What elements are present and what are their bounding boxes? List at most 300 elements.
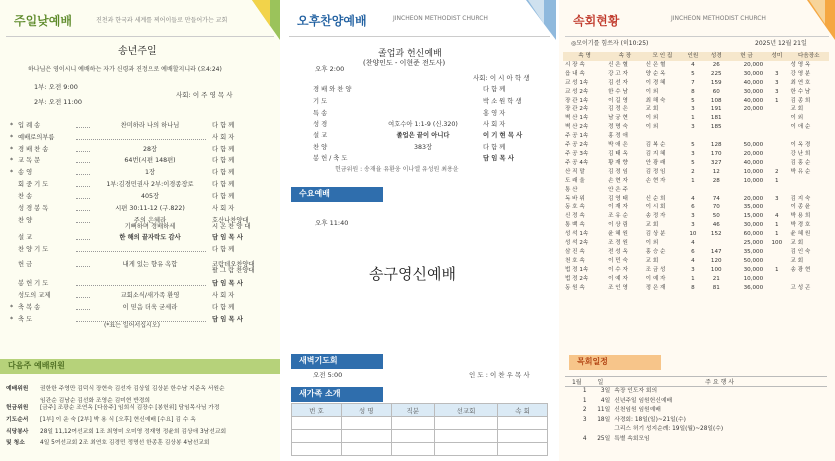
afternoon-header bbox=[283, 0, 556, 40]
person-line: 다 함 께 bbox=[212, 193, 235, 200]
worship-item: 찬 송 bbox=[18, 193, 33, 200]
sunday-title: 주일낮예배 bbox=[14, 14, 72, 28]
worship-item: 설 교 bbox=[18, 234, 33, 241]
worship-row bbox=[10, 218, 270, 231]
cell-value: 교 회 bbox=[645, 222, 659, 229]
newcomer-cell bbox=[341, 417, 391, 430]
afternoon-person: 다 함 께 bbox=[483, 144, 506, 151]
cell-value: 10,000 bbox=[743, 275, 764, 282]
cell-value: 신 은 혈 bbox=[608, 61, 628, 68]
cell-value: 강 영 분 bbox=[790, 70, 811, 77]
cell-value: 70 bbox=[712, 204, 720, 211]
cell-value: 김 지 혜 bbox=[645, 150, 666, 157]
worship-item: 찬 양 기 도 bbox=[18, 246, 49, 253]
cell-value: 12 bbox=[712, 168, 720, 175]
cell-value: 25,000 bbox=[743, 240, 764, 247]
cell-value: 동 원 속 bbox=[565, 284, 585, 291]
cell-value: 159 bbox=[710, 79, 722, 86]
cell-row bbox=[563, 150, 829, 159]
cell-value: 50 bbox=[712, 213, 720, 220]
cell-value: 이 민 숙 bbox=[608, 257, 628, 264]
cell-col-header: 다음장소 bbox=[789, 52, 829, 61]
person-line: 사 회 자 bbox=[212, 292, 235, 299]
cell-value: 10,000 bbox=[743, 168, 764, 175]
cell-value: 4 bbox=[775, 213, 779, 220]
monthly-event: 신년주일 임원헌신예배 bbox=[614, 397, 673, 404]
roster-line bbox=[6, 441, 276, 447]
cell-value: 독 바 위 bbox=[565, 195, 585, 202]
dawn-bar: 새벽기도회 bbox=[291, 354, 383, 369]
cell-value: 1 bbox=[775, 222, 779, 229]
roster-text: 권한한 주영만 김덕식 장현숙 김선자 김상일 김상분 한수남 지준옥 서원순 bbox=[40, 386, 225, 392]
cell-value: 조 정 원 bbox=[608, 240, 628, 247]
service-presider: 사회: 이 주 영 목 사 bbox=[176, 91, 233, 99]
cell-value: 26 bbox=[712, 61, 720, 68]
content-line: 내게 있는 향유 옥합 bbox=[122, 261, 178, 268]
newcomer-cell bbox=[292, 417, 342, 430]
newcomer-cell bbox=[292, 430, 342, 443]
cell-row bbox=[563, 61, 829, 70]
cell-value: 법 정 2속 bbox=[565, 275, 589, 282]
person-line: 사 회 자 bbox=[212, 205, 235, 212]
cell-value bbox=[765, 203, 788, 212]
cell-value: 최 연 호 bbox=[790, 79, 811, 86]
newcomer-row bbox=[292, 417, 548, 430]
cell-value: 60,000 bbox=[743, 231, 764, 238]
roster-text: 4일 5여선교회 2조 최연호 김경민 정명선 한종훈 김상봉 4남선교회 bbox=[40, 440, 210, 446]
dawn-leader: 인 도 : 이 찬 우 목 사 bbox=[469, 371, 530, 379]
cell-value bbox=[789, 177, 829, 186]
newcomer-cell bbox=[498, 430, 548, 443]
cell-value bbox=[765, 186, 788, 195]
cell-value: 정 은 재 bbox=[645, 284, 666, 291]
wednesday-main-service: 송구영신예배 bbox=[369, 265, 456, 283]
newcomer-table bbox=[291, 403, 548, 456]
worship-person bbox=[210, 158, 234, 164]
cell-value: 46 bbox=[712, 222, 720, 229]
cell-value: 30,000 bbox=[743, 70, 764, 77]
service-time-2: 2부: 오전 11:00 bbox=[34, 98, 83, 106]
cell-value: 이 시 회 bbox=[645, 204, 666, 211]
afternoon-item: 경 배 와 찬 양 bbox=[313, 86, 352, 93]
afternoon-content: 여호수아 1:1-9 (신.320) bbox=[388, 121, 458, 128]
monthly-bar: 목회일정 bbox=[569, 355, 661, 370]
cell-value bbox=[705, 186, 728, 195]
worship-item: 축 도 bbox=[18, 316, 33, 323]
cell-value: 김 인 숙 bbox=[790, 248, 811, 255]
leader-dots bbox=[76, 135, 206, 140]
cell-value: 김 선 자 bbox=[608, 79, 628, 86]
cell-value: 이 종 윤 bbox=[790, 204, 811, 211]
cell-value: 5 bbox=[691, 97, 695, 104]
standing-mark: * bbox=[10, 122, 14, 129]
cell-value: 이 외 bbox=[645, 88, 659, 95]
monthly-header: 주 요 행 사 bbox=[612, 377, 827, 387]
cell-value: 3 bbox=[691, 266, 695, 273]
newcomer-header: 속 회 bbox=[498, 404, 548, 417]
cell-value: 30,000 bbox=[743, 222, 764, 229]
cell-value: 주 공 1속 bbox=[565, 133, 589, 140]
roster-label: 및 청소 bbox=[6, 440, 25, 446]
person-line: 팔 그 람 찬양대 bbox=[212, 267, 255, 275]
worship-content bbox=[90, 194, 210, 200]
cell-value: 성 석 1속 bbox=[565, 231, 589, 238]
person-line: 다 함 께 bbox=[212, 304, 235, 311]
newcomer-cell bbox=[341, 443, 391, 456]
cell-value: 60 bbox=[712, 88, 720, 95]
cell-value: 4 bbox=[691, 195, 695, 202]
worship-content bbox=[90, 123, 210, 129]
newcomer-row bbox=[292, 430, 548, 443]
afternoon-item: 봉 헌 / 축 도 bbox=[313, 155, 348, 162]
worship-person bbox=[210, 262, 255, 275]
cell-value bbox=[644, 132, 682, 141]
cell-value: 박 유 순 bbox=[790, 168, 811, 175]
cell-value: 교 회 bbox=[645, 257, 659, 264]
afternoon-content: 졸업은 끝이 아니다 bbox=[396, 132, 450, 139]
standing-note: (*표는 일어서십시오) bbox=[104, 322, 160, 329]
cell-value: 5 bbox=[691, 70, 695, 77]
cell-value: 1 bbox=[775, 266, 779, 273]
afternoon-service-title: 졸업과 헌신예배 bbox=[378, 49, 442, 59]
cell-value: 김 정 은 bbox=[608, 106, 628, 113]
afternoon-presider: 사회: 이 시 아 학 생 bbox=[473, 74, 530, 82]
cell-value: 남 궁 현 bbox=[608, 115, 628, 122]
cell-row bbox=[563, 97, 829, 106]
newcomer-header: 번 호 bbox=[292, 404, 342, 417]
cell-value: 128 bbox=[710, 142, 722, 149]
newcomer-cell bbox=[498, 417, 548, 430]
afternoon-time: 오후 2:00 bbox=[315, 65, 345, 73]
cell-value: 고 성 곤 bbox=[790, 284, 811, 291]
cell-row bbox=[563, 114, 829, 123]
cell-value: 윤 혜 원 bbox=[608, 231, 628, 238]
cell-value: 6 bbox=[691, 204, 695, 211]
cell-value: 성 석 2속 bbox=[565, 240, 589, 247]
cell-value bbox=[705, 132, 728, 141]
worship-person bbox=[210, 305, 234, 311]
cell-value: 조 금 성 bbox=[645, 266, 666, 273]
service-time-1: 1부: 오전 9:00 bbox=[34, 83, 78, 91]
service-title: 송년주일 bbox=[118, 46, 157, 57]
cell-value: 20,000 bbox=[743, 195, 764, 202]
afternoon-item: 설 교 bbox=[313, 132, 328, 139]
cell-value bbox=[789, 275, 829, 284]
cell-value: 7 bbox=[691, 79, 695, 86]
cell-value bbox=[765, 275, 788, 284]
cell-value: 장 관 1속 bbox=[565, 97, 589, 104]
cell-value: 김 홍 순 bbox=[790, 159, 811, 166]
worship-person bbox=[210, 182, 234, 188]
cell-value: 1 bbox=[691, 115, 695, 122]
cell-value: 신 순 희 bbox=[645, 195, 666, 202]
monthly-day: 3 bbox=[582, 416, 587, 423]
content-line: 405장 bbox=[140, 193, 160, 200]
cell-value bbox=[681, 186, 704, 195]
monthly-row bbox=[565, 416, 827, 426]
cell-value: 147 bbox=[710, 248, 722, 255]
cell-value: 안 은 주 bbox=[608, 186, 628, 193]
cell-value: 이 외 bbox=[645, 124, 659, 131]
afternoon-row bbox=[313, 87, 548, 96]
cell-value: 이 애 순 bbox=[790, 124, 811, 131]
cell-value: 3 bbox=[775, 70, 779, 77]
worship-content bbox=[90, 305, 210, 311]
corner-decoration bbox=[809, 0, 825, 24]
standing-mark: * bbox=[10, 316, 14, 323]
cell-value: 1 bbox=[691, 177, 695, 184]
cell-col-header: 성미 bbox=[765, 52, 788, 61]
cell-value: 6 bbox=[691, 248, 695, 255]
monthly-event: 그리스 허기 성지순례: 19일(월)~28일(수) bbox=[614, 426, 724, 432]
cell-value: 327 bbox=[710, 159, 722, 166]
worship-item: 찬 양 bbox=[18, 217, 33, 224]
wednesday-time: 오후 11:40 bbox=[315, 219, 349, 227]
cell-value bbox=[765, 284, 788, 293]
afternoon-row bbox=[313, 156, 548, 165]
monthly-table bbox=[565, 376, 827, 444]
cell-value: 36,000 bbox=[743, 284, 764, 291]
cell-value: 15,000 bbox=[743, 213, 764, 220]
cell-date: 2025년 12월 21일 bbox=[755, 40, 807, 47]
person-line: 사 회 자 bbox=[212, 134, 235, 141]
cell-value: 교 회 bbox=[790, 240, 804, 247]
cell-row bbox=[563, 70, 829, 79]
monthly-header: 1월 bbox=[565, 377, 589, 387]
cell-table bbox=[563, 52, 829, 292]
person-line: 담 임 목 사 bbox=[212, 316, 243, 323]
afternoon-person: 담 임 목 사 bbox=[483, 155, 514, 162]
worship-content bbox=[90, 182, 210, 188]
cell-value: 이 예 자 bbox=[645, 275, 666, 282]
cell-value: 천 호 속 bbox=[565, 257, 585, 264]
cell-value bbox=[765, 132, 788, 141]
cell-value: 주 공 4속 bbox=[565, 159, 589, 166]
roster-line bbox=[6, 430, 276, 436]
monthly-row bbox=[565, 406, 827, 416]
content-line: 한 해의 끝자락도 감사 bbox=[119, 234, 181, 241]
cell-value: 185 bbox=[710, 124, 722, 131]
cell-value: 이 상 림 bbox=[608, 222, 628, 229]
cell-value: 181 bbox=[710, 115, 722, 122]
roster-text: [금주] 조광순 조연옥 [다음주] 임희식 김장수 [봉헌위] 담임목사님 가정 bbox=[40, 405, 220, 411]
cell-value: 152 bbox=[710, 231, 722, 238]
afternoon-item: 기 도 bbox=[313, 98, 328, 105]
standing-mark: * bbox=[10, 134, 14, 141]
roster-line bbox=[6, 406, 276, 412]
worship-item: 예배로의부름 bbox=[18, 134, 55, 141]
cell-value: 통 백 속 bbox=[565, 222, 585, 229]
afternoon-person: 홍 영 자 bbox=[483, 110, 506, 117]
monthly-row bbox=[565, 425, 827, 435]
cell-value: 교 성 2속 bbox=[565, 88, 589, 95]
content-line: 주의 은혜라 bbox=[133, 217, 167, 224]
cell-value bbox=[681, 132, 704, 141]
content-line: 64번(시편 148편) bbox=[124, 157, 176, 164]
cell-value: 삼 진 속 bbox=[565, 248, 585, 255]
cell-title: 속회현황 bbox=[573, 14, 620, 28]
person-line: 시 온 찬 양 대 bbox=[212, 223, 251, 231]
cell-value: 4 bbox=[691, 61, 695, 68]
cell-value: 김 정 임 bbox=[645, 168, 666, 175]
afternoon-row bbox=[313, 145, 548, 154]
cell-value: 김 영 태 bbox=[608, 195, 628, 202]
monthly-row bbox=[565, 397, 827, 407]
roster-label: 헌금위원 bbox=[6, 405, 29, 411]
cell-col-header: 성경 bbox=[705, 52, 728, 61]
cell-value: 50,000 bbox=[743, 142, 764, 149]
cell-value: 박 용 희 bbox=[790, 213, 811, 220]
afternoon-person: 이 기 현 목 사 bbox=[483, 132, 523, 139]
cell-value: 강 고 자 bbox=[608, 70, 628, 77]
sunday-service-panel bbox=[0, 0, 280, 461]
cell-value bbox=[728, 186, 765, 195]
cell-value: 황 재 향 bbox=[608, 159, 628, 166]
cell-value: 3 bbox=[775, 195, 779, 202]
cell-row bbox=[563, 230, 829, 239]
cell-value: 21 bbox=[712, 275, 720, 282]
cell-value bbox=[765, 105, 788, 114]
cell-value: 법 정 1속 bbox=[565, 266, 589, 273]
cell-value: 주 공 3속 bbox=[565, 150, 589, 157]
worship-person bbox=[210, 194, 234, 200]
content-line: 기뻐하며 경배하세 bbox=[124, 223, 176, 231]
cell-value: 교 회 bbox=[645, 106, 659, 113]
offering-note: 헌금위원 : 송재율 유환웅 이나엘 유성원 최용윤 bbox=[335, 166, 459, 173]
worship-content bbox=[90, 206, 210, 212]
cell-value: 김 상 분 bbox=[645, 231, 666, 238]
newcomer-header: 성 명 bbox=[341, 404, 391, 417]
roster-text: [1부] 이 운 숙 [2부] 박 용 식 [오후] 현신예배 [수요] 김 수 옥 bbox=[40, 417, 196, 423]
cell-value: 108 bbox=[710, 97, 722, 104]
monthly-day: 2 bbox=[582, 407, 587, 413]
cell-value bbox=[728, 132, 765, 141]
cell-value: 손 현 자 bbox=[608, 177, 628, 184]
cell-value: 신 은 혈 bbox=[645, 61, 666, 68]
cell-value: 김 지 숙 bbox=[790, 195, 811, 202]
monthly-event: 속장 인도자 회의 bbox=[614, 388, 658, 394]
cell-value: 벽 산 2속 bbox=[565, 124, 589, 131]
content-line: 교회소식/새가족 환영 bbox=[120, 292, 180, 299]
roster-line bbox=[6, 387, 276, 393]
worship-row bbox=[10, 262, 270, 275]
person-line: 다 함 께 bbox=[212, 181, 235, 188]
cell-value: 이 재 자 bbox=[608, 204, 628, 211]
worship-person bbox=[210, 293, 234, 299]
cell-value: 안 광 래 bbox=[645, 159, 666, 166]
content-line: 찬미하라 나의 하나님 bbox=[120, 122, 180, 129]
cell-value: 225 bbox=[710, 70, 722, 77]
afternoon-content: 383장 bbox=[413, 144, 433, 151]
cell-value: 20,000 bbox=[743, 106, 764, 113]
cell-value: 이 수 자 bbox=[608, 266, 628, 273]
person-line: 다 함 께 bbox=[212, 146, 235, 153]
cell-value: 김 종 희 bbox=[790, 97, 811, 104]
cell-row bbox=[563, 123, 829, 132]
cell-value: 박 경 호 bbox=[790, 222, 811, 229]
cell-value: 40,000 bbox=[743, 79, 764, 86]
cell-value: 이 외 bbox=[790, 115, 804, 122]
cell-value: 3 bbox=[691, 213, 695, 220]
cell-value: 81 bbox=[712, 284, 720, 291]
cell-value: 동 호 속 bbox=[565, 204, 585, 211]
person-line: 다 함 께 bbox=[212, 122, 235, 129]
cell-value: 최 해 숙 bbox=[645, 97, 666, 104]
cell-value: 전 성 옥 bbox=[608, 248, 628, 255]
cell-value: 양 순 옥 bbox=[645, 70, 666, 77]
monthly-day: 4 bbox=[582, 435, 587, 442]
newcomer-cell bbox=[391, 430, 434, 443]
worship-person bbox=[210, 170, 234, 176]
cell-value: 송 광 현 bbox=[790, 266, 811, 273]
person-line: 다 함 께 bbox=[212, 246, 235, 253]
cell-value: 산 직 말 bbox=[565, 168, 585, 175]
person-line: 담 임 목 사 bbox=[212, 234, 243, 241]
worship-person bbox=[210, 281, 243, 287]
cell-value: 3 bbox=[691, 124, 695, 131]
cell-value: 10 bbox=[689, 231, 697, 238]
cell-value: 손 현 자 bbox=[645, 177, 666, 184]
cell-row bbox=[563, 141, 829, 150]
cell-value: 3 bbox=[691, 222, 695, 229]
standing-mark: * bbox=[10, 304, 14, 311]
sunday-header bbox=[0, 0, 280, 40]
standing-mark: * bbox=[10, 146, 14, 153]
cell-value: 3 bbox=[775, 88, 779, 95]
afternoon-row bbox=[313, 122, 548, 131]
cell-row bbox=[563, 275, 829, 284]
cell-value: 시 장 속 bbox=[565, 61, 585, 68]
cell-row bbox=[563, 284, 829, 293]
cell-value: 홍 승 순 bbox=[645, 248, 666, 255]
cell-row bbox=[563, 177, 829, 186]
cell-value bbox=[765, 141, 788, 150]
cell-value: 3 bbox=[775, 79, 779, 86]
worship-item: 송 영 bbox=[18, 169, 33, 176]
worship-person bbox=[210, 247, 234, 253]
cell-value: 8 bbox=[691, 88, 695, 95]
cell-value: 2 bbox=[691, 168, 695, 175]
roster-line bbox=[6, 399, 276, 405]
newcomer-cell bbox=[292, 443, 342, 456]
worship-person bbox=[210, 135, 234, 141]
worship-content bbox=[90, 262, 210, 268]
cell-value: 이 외 bbox=[645, 115, 659, 122]
cell-value: 홍 정 애 bbox=[608, 133, 628, 140]
cell-value bbox=[789, 132, 829, 141]
worship-content bbox=[90, 158, 210, 164]
cell-value: 이 옥 경 bbox=[790, 142, 811, 149]
person-line: 다 함 께 bbox=[212, 169, 235, 176]
header-divider bbox=[289, 36, 550, 37]
cell-value: 5 bbox=[691, 142, 695, 149]
worship-verse: 하나님은 영이시니 예배하는 자가 신령과 진정으로 예배할지니라 (요4:24) bbox=[28, 66, 222, 73]
cell-row bbox=[563, 239, 829, 248]
cell-header bbox=[559, 0, 835, 40]
content-line: 시편 30:11-12 (구.822) bbox=[115, 205, 185, 212]
cell-row bbox=[563, 132, 829, 141]
monthly-row bbox=[565, 435, 827, 445]
cell-value: 20,000 bbox=[743, 150, 764, 157]
cell-value: 교 회 bbox=[790, 106, 804, 113]
cell-value: 1 bbox=[691, 275, 695, 282]
cell-value: 4 bbox=[691, 240, 695, 247]
person-line: 담 임 목 사 bbox=[212, 280, 243, 287]
worship-content bbox=[90, 235, 210, 241]
afternoon-item: 특 송 bbox=[313, 110, 328, 117]
roster-label: 식당봉사 bbox=[6, 429, 29, 435]
cell-value: 벽 산 1속 bbox=[565, 115, 589, 122]
